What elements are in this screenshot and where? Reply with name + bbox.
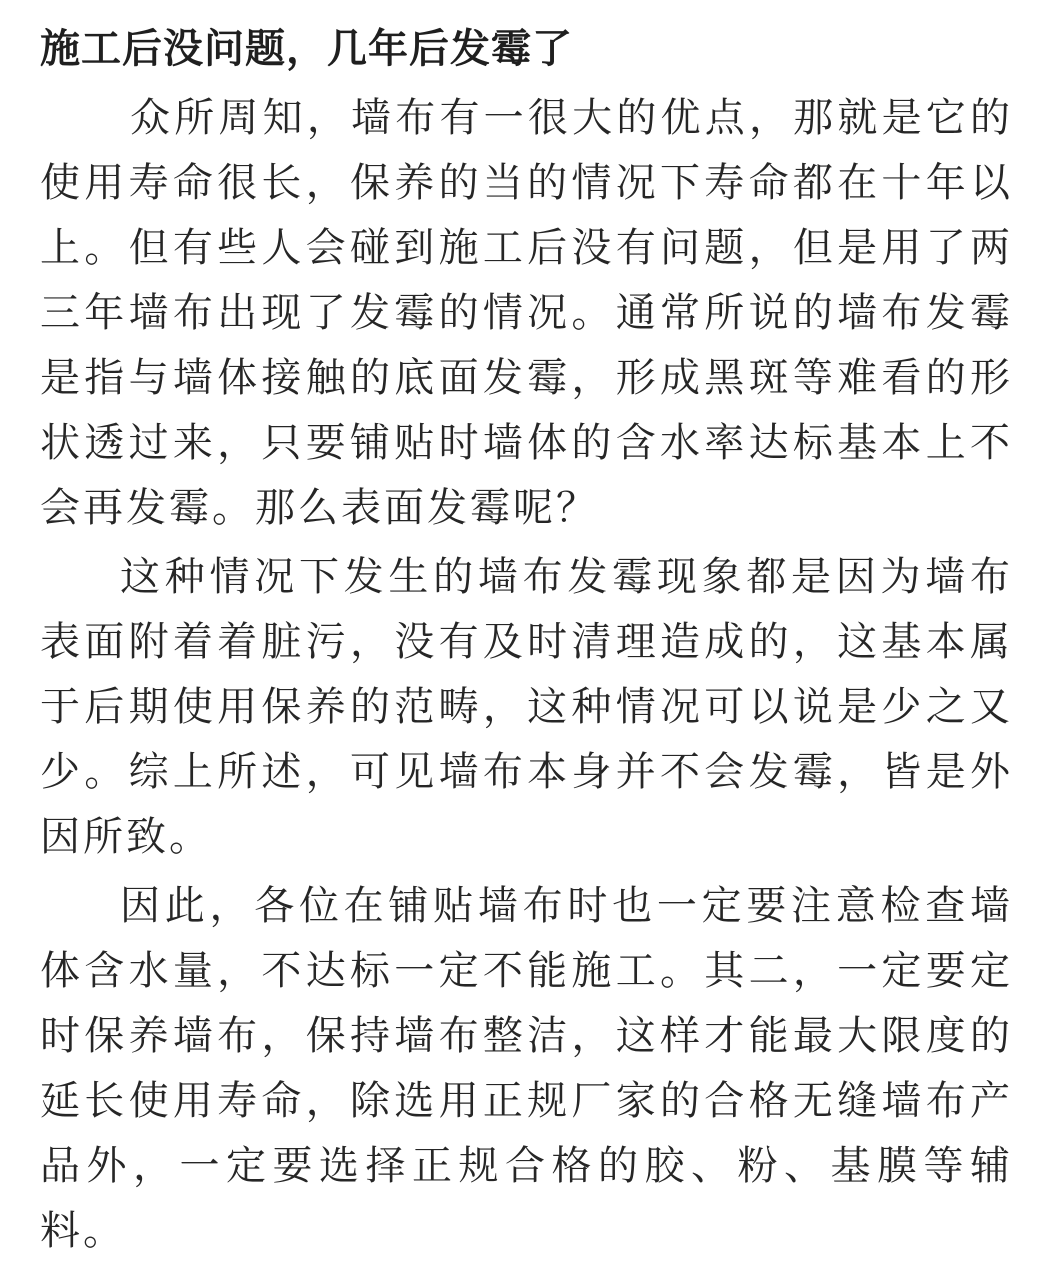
article-paragraph-2: 这种情况下发生的墙布发霉现象都是因为墙布表面附着着脏污，没有及时清理造成的，这基本属于后期使用保养的范畴，这种情况可以说是少之又少。综上所述，可见墙布本身并不会发霉，皆是外因所致。 (40, 554, 1013, 860)
article-paragraph-3: 因此，各位在铺贴墙布时也一定要注意检查墙体含水量，不达标一定不能施工。其二，一定要定时保养墙布，保持墙布整洁，这样才能最大限度的延长使用寿命，除选用正规厂家的合格无缝墙布产品外，一定要选择正规合格的胶、粉、基膜等辅料。 (40, 883, 1013, 1254)
article-title: 施工后没问题，几年后发霉了 (40, 26, 573, 72)
article-paragraph-1: 众所周知，墙布有一很大的优点，那就是它的使用寿命很长，保养的当的情况下寿命都在十年以上。但有些人会碰到施工后没有问题，但是用了两三年墙布出现了发霉的情况。通常所说的墙布发霉是指与墙体接触的底面发霉，形成黑斑等难看的形状透过来，只要铺贴时墙体的含水率达标基本上不会再发霉。那么表面发霉呢？ (40, 95, 1013, 531)
